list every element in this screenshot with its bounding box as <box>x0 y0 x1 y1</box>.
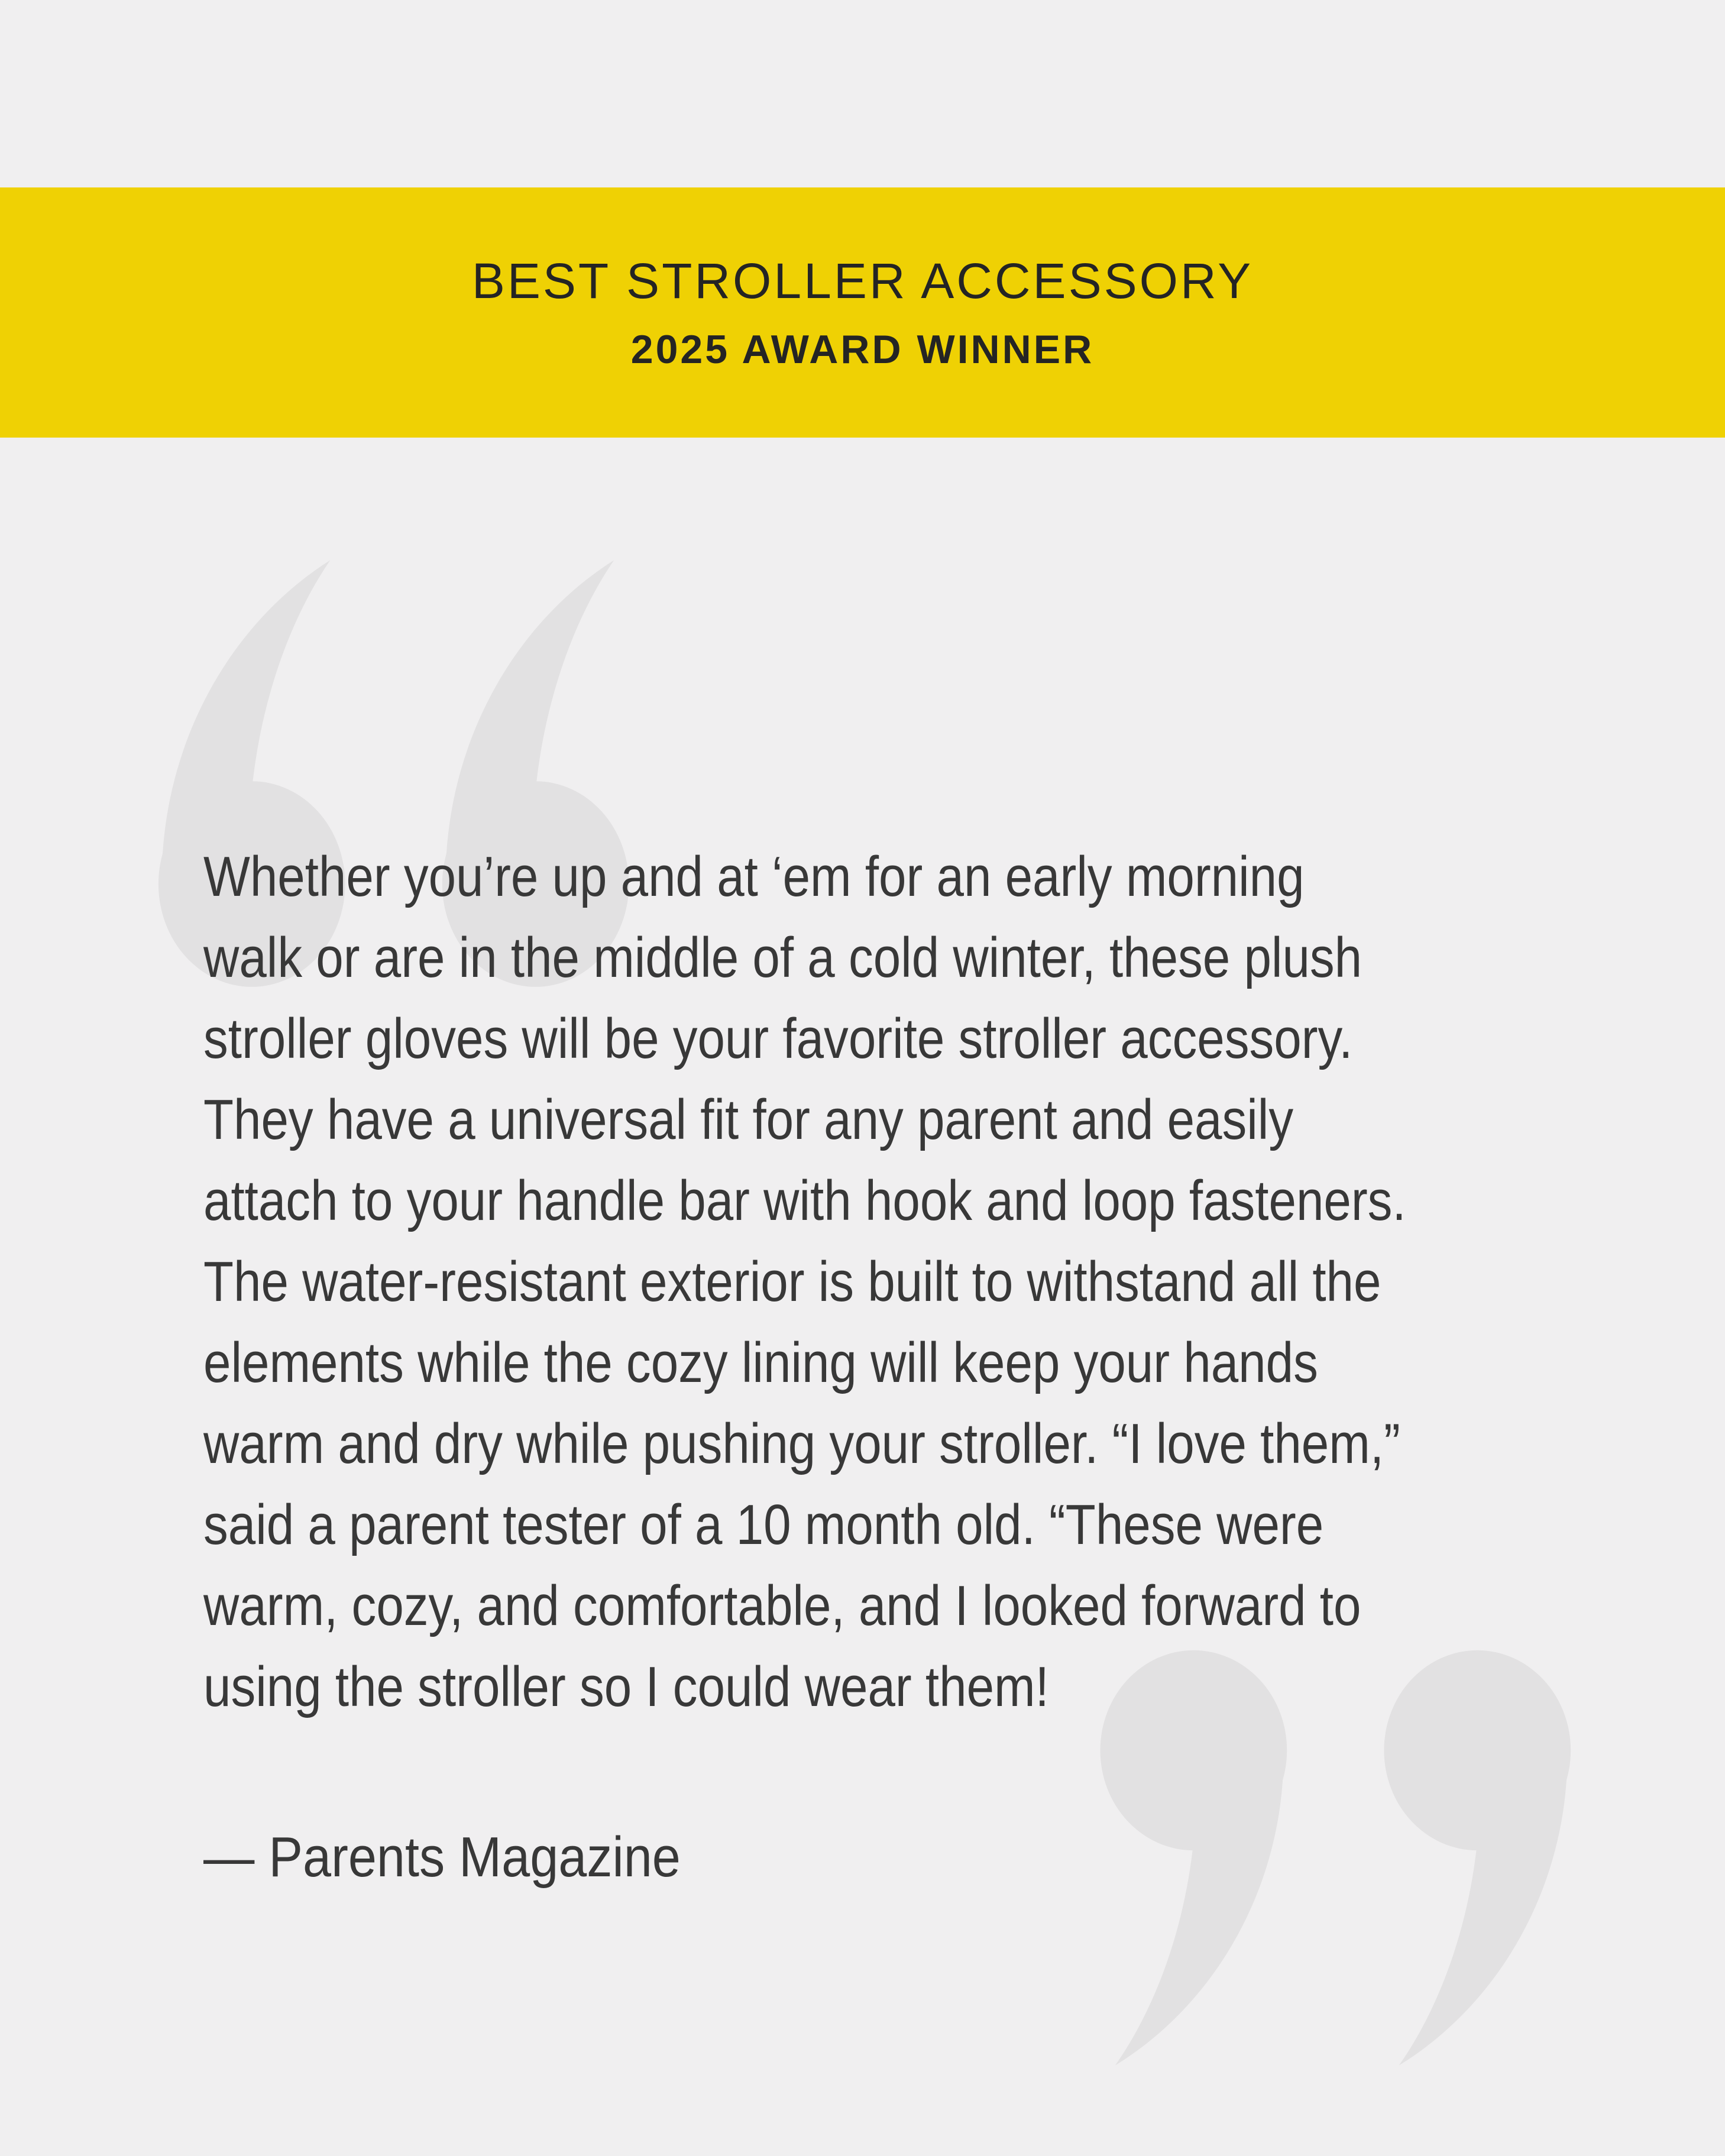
quote-line: warm, cozy, and comfortable, and I looked forward to <box>203 1574 1361 1637</box>
quote-line: said a parent tester of a 10 month old. “These were <box>203 1493 1324 1556</box>
award-category-title: BEST STROLLER ACCESSORY <box>471 252 1254 309</box>
quote-line: walk or are in the middle of a cold winter, these plush <box>203 926 1362 989</box>
quote-line: warm and dry while pushing your stroller. “I love them,” <box>203 1412 1400 1475</box>
quote-attribution: — Parents Magazine <box>203 1825 681 1889</box>
quote-line: Whether you’re up and at ‘em for an early morning <box>203 845 1305 908</box>
quote-line: using the stroller so I could wear them! <box>203 1655 1049 1718</box>
award-banner <box>0 187 1725 438</box>
quote-line: The water-resistant exterior is built to withstand all the <box>203 1250 1381 1313</box>
testimonial-quote <box>203 836 1652 1727</box>
quote-line: stroller gloves will be your favorite stroller accessory. <box>203 1007 1353 1070</box>
quote-line: They have a universal fit for any parent and easily <box>203 1088 1294 1151</box>
quote-line: elements while the cozy lining will keep your hands <box>203 1331 1318 1394</box>
quote-line: attach to your handle bar with hook and loop fasteners. <box>203 1169 1406 1232</box>
award-year-winner: 2025 AWARD WINNER <box>630 326 1095 372</box>
